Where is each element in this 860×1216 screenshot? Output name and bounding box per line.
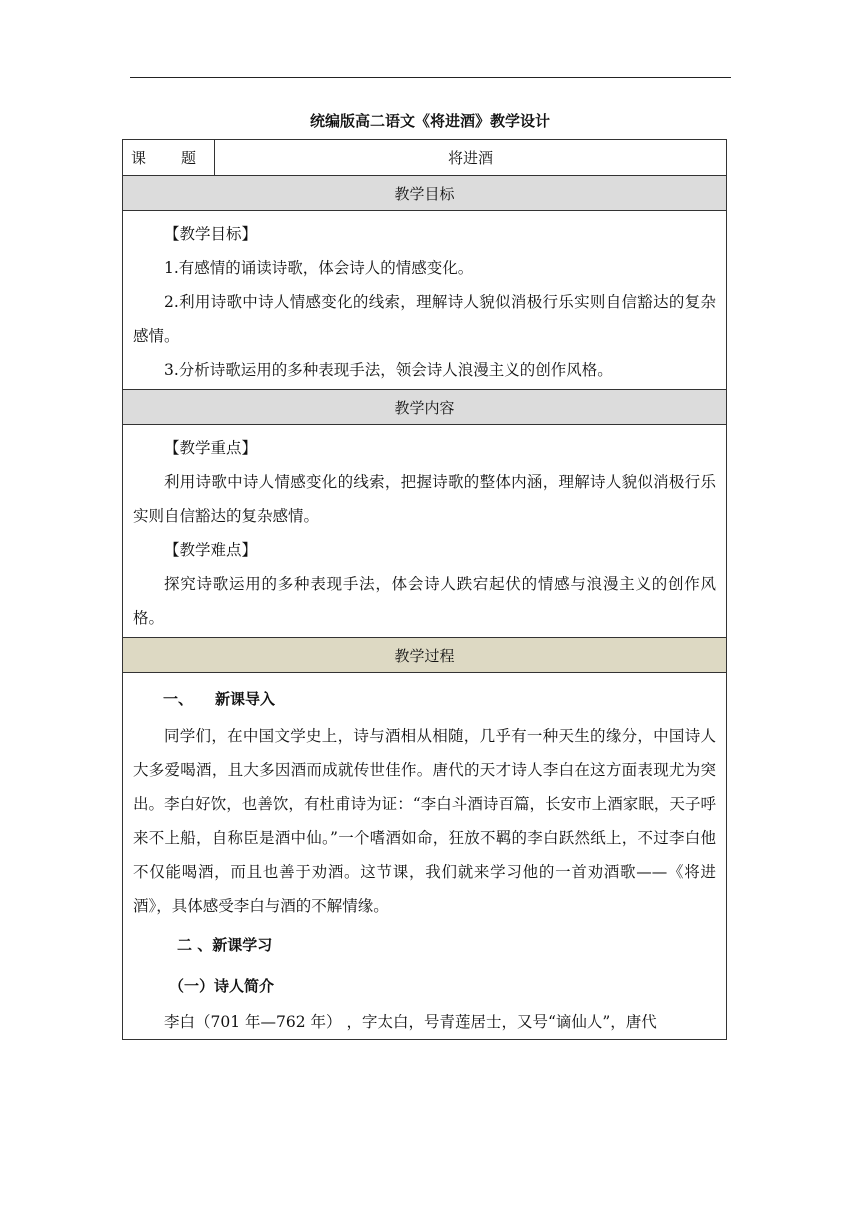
process-heading-2: 二 、新课学习 xyxy=(177,936,273,954)
difficulties-text: 探究诗歌运用的多种表现手法，体会诗人跌宕起伏的情感与浪漫主义的创作风格。 xyxy=(133,575,716,627)
process-heading-1-text: 新课导入 xyxy=(215,690,276,708)
goal-item: 1.有感情的诵读诗歌，体会诗人的情感变化。 xyxy=(164,259,474,277)
topic-value: 将进酒 xyxy=(447,149,493,167)
process-heading-1 xyxy=(133,679,716,719)
topic-row xyxy=(123,140,726,176)
topic-label-char-1: 课 xyxy=(131,149,147,167)
header-rule xyxy=(130,77,731,78)
bio-paragraph: 李白（701 年—762 年） ，字太白，号青莲居士，又号“谪仙人”，唐代 xyxy=(164,1013,657,1031)
section-header-goals: 教学目标 xyxy=(123,176,726,211)
section-body-goals xyxy=(123,211,726,390)
goal-item: 2.利用诗歌中诗人情感变化的线索，理解诗人貌似消极行乐实则自信豁达的复杂感情。 xyxy=(133,293,716,345)
goal-item: 3.分析诗歌运用的多种表现手法，领会诗人浪漫主义的创作风格。 xyxy=(164,361,613,379)
process-heading-3: （一）诗人简介 xyxy=(169,977,275,995)
intro-paragraph: 同学们，在中国文学史上，诗与酒相从相随，几乎有一种天生的缘分，中国诗人大多爱喝酒，且大多因酒而成就传世佳作。唐代的天才诗人李白在这方面表现尤为突出。李白好饮，也善饮，有杜甫诗为证：“李白斗酒诗百篇，长安市上酒家眠，天子呼来不上船，自称臣是酒中仙。”一个嗜酒如命，狂放不羁的李白跃然纸上，不过李白他不仅能喝酒，而且也善于劝酒。这节课，我们就来学习他的一首劝酒歌——《将进酒》，具体感受李白与酒的不解情缘。 xyxy=(133,727,716,915)
section-body-process xyxy=(123,673,726,1039)
section-header-process: 教学过程 xyxy=(123,638,726,673)
document-title: 统编版高二语文《将进酒》教学设计 xyxy=(309,112,550,130)
difficulties-subheading: 【教学难点】 xyxy=(164,541,258,559)
goals-subheading: 【教学目标】 xyxy=(164,225,258,243)
topic-label-char-2: 题 xyxy=(181,149,197,167)
topic-label xyxy=(123,140,215,175)
section-body-content xyxy=(123,425,726,638)
lesson-plan-table xyxy=(122,139,727,1040)
key-points-text: 利用诗歌中诗人情感变化的线索，把握诗歌的整体内涵，理解诗人貌似消极行乐实则自信豁达的复杂感情。 xyxy=(133,473,716,525)
section-header-content: 教学内容 xyxy=(123,390,726,425)
process-heading-1-number: 一、 xyxy=(163,690,194,708)
key-points-subheading: 【教学重点】 xyxy=(164,439,258,457)
